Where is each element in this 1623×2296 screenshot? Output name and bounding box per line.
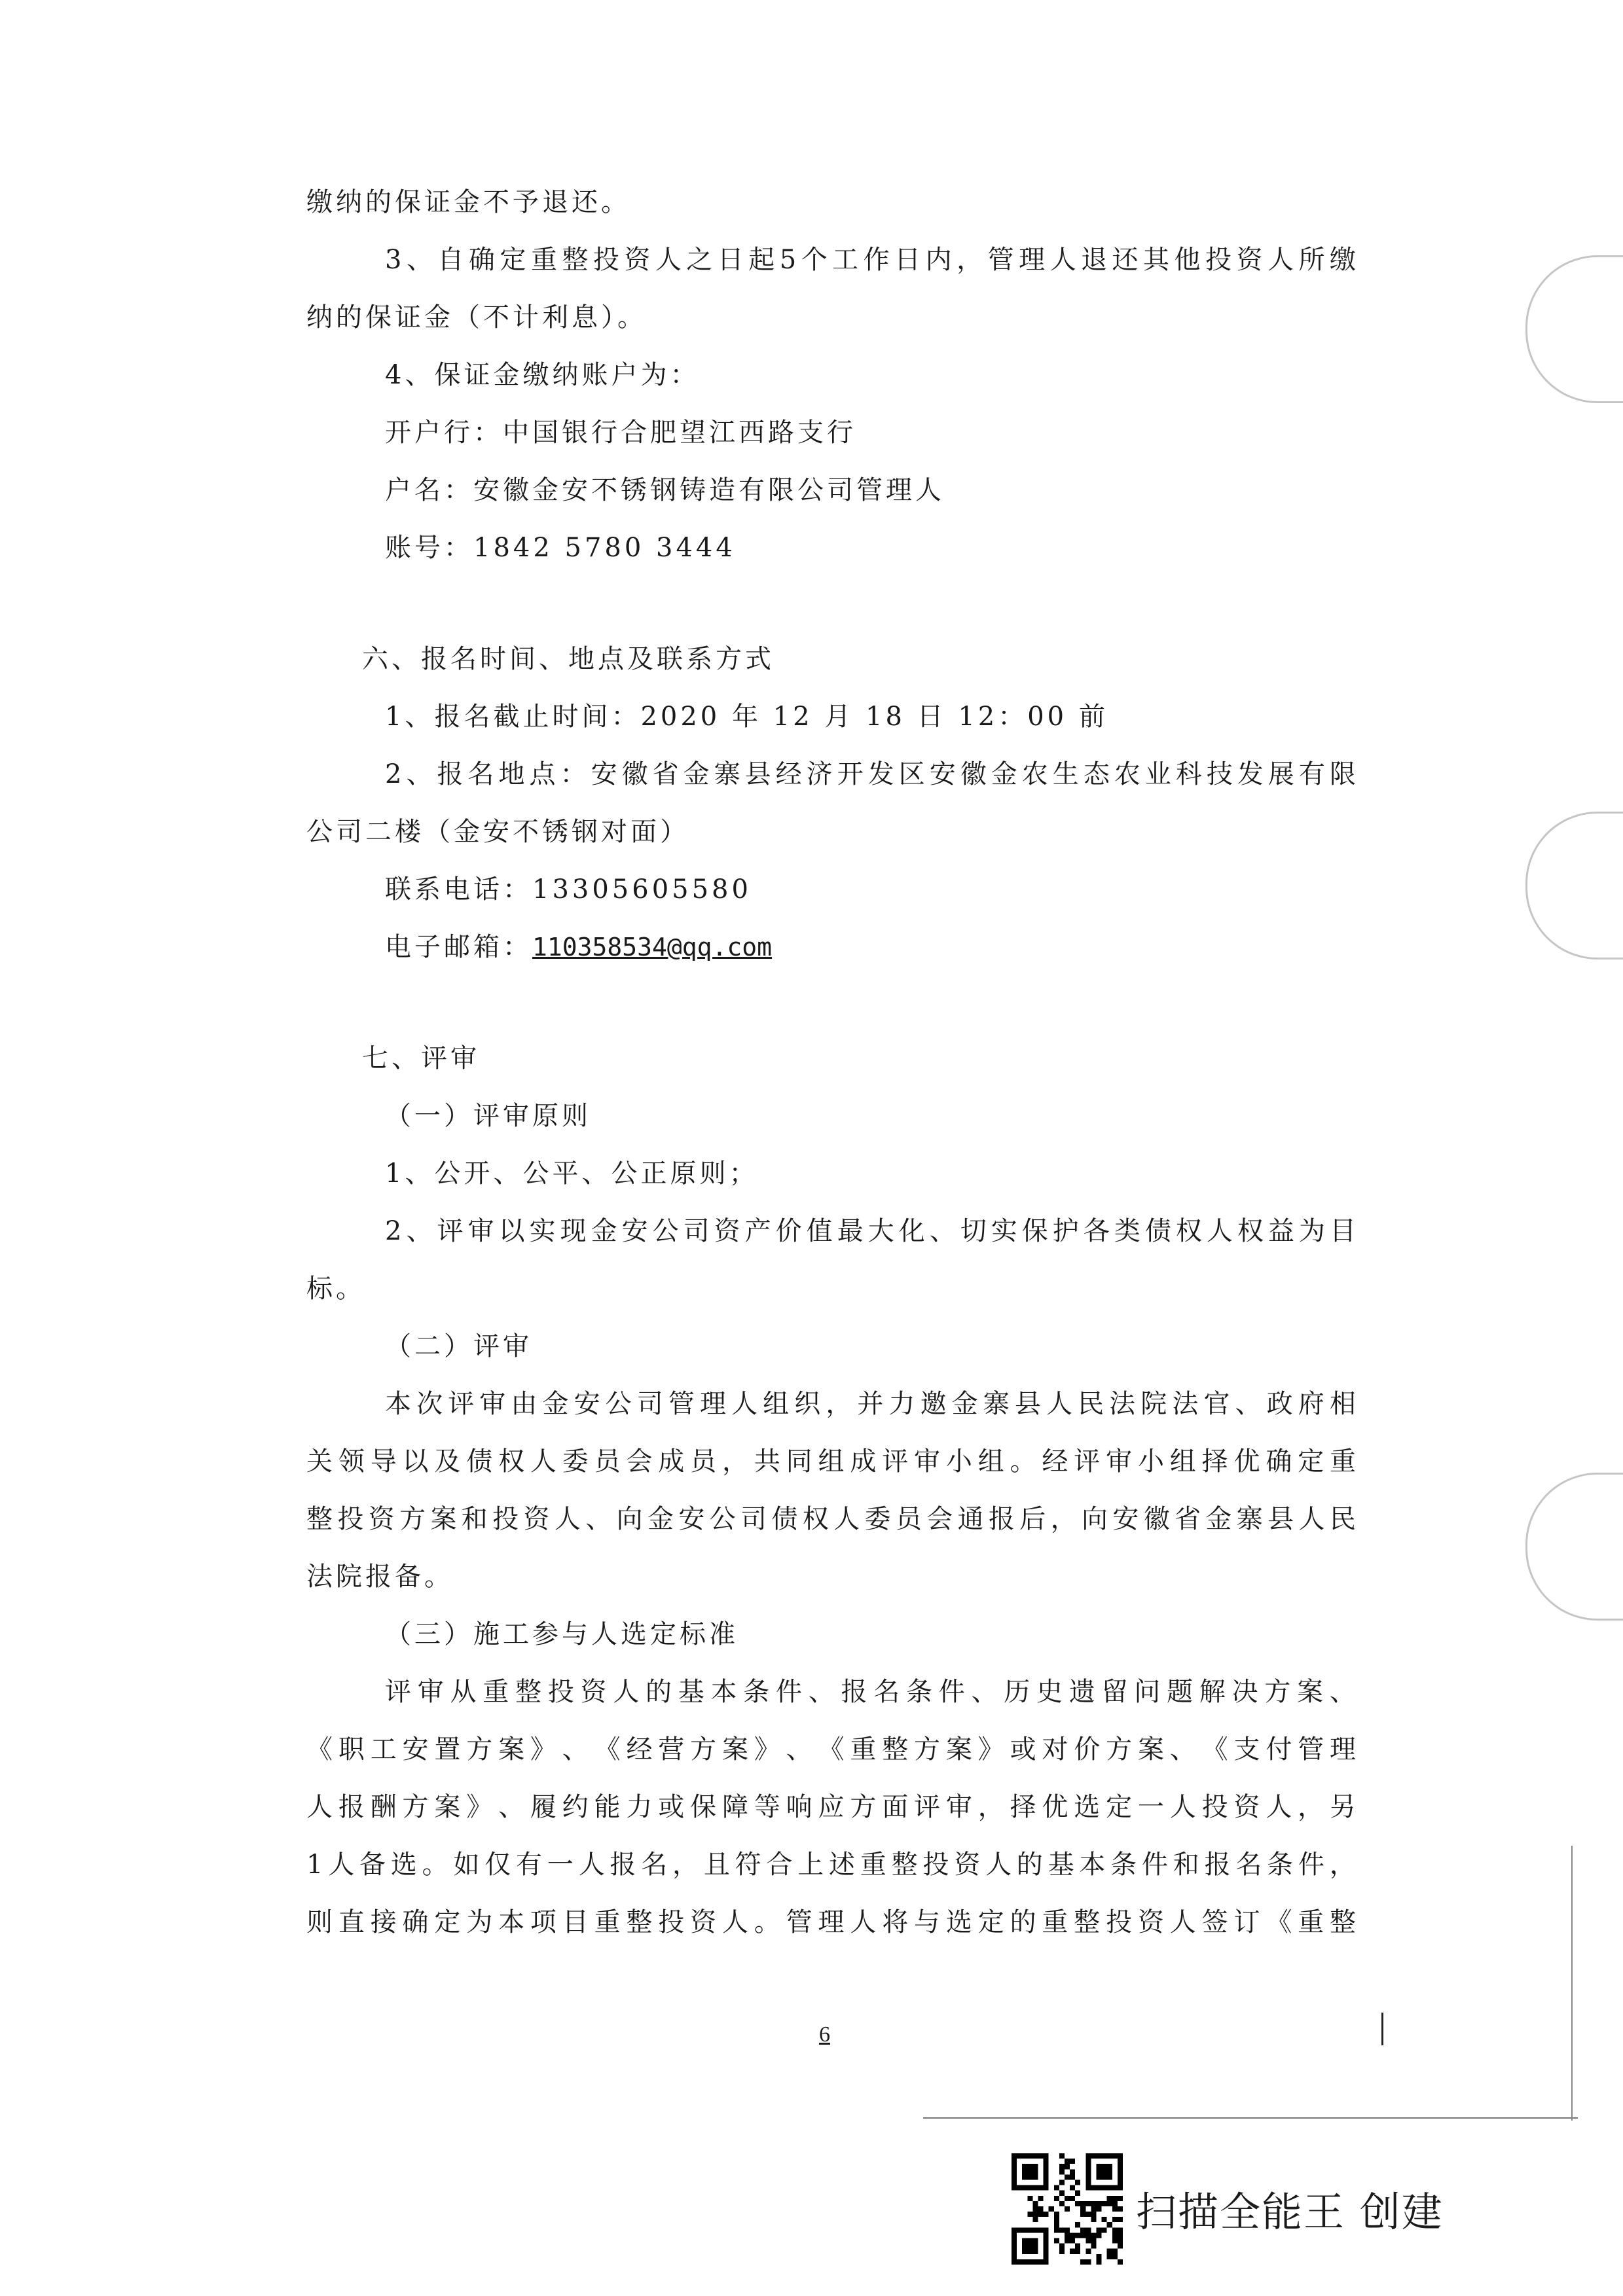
text-line: （一）评审原则 xyxy=(385,1101,591,1131)
email-link[interactable]: 110358534@qq.com xyxy=(532,933,773,961)
margin-mark xyxy=(1381,2013,1383,2045)
text-line: （三）施工参与人选定标准 xyxy=(385,1619,739,1649)
text-line: 标。 xyxy=(306,1274,365,1304)
text-line: 法院报备。 xyxy=(306,1562,454,1592)
text-line: 1、公开、公平、公正原则； xyxy=(385,1158,759,1189)
bottom-edge-line xyxy=(923,2117,1578,2119)
seal-fragment-top xyxy=(1525,255,1623,403)
text-line: 本 次 评 审 由 金 安 公 司 管 理 人 组 织 ， 并 力 邀 金 寨 县 人 民 法 院 法 官 、 政 府 相 xyxy=(385,1389,1356,1419)
text-line: 账号：1842 5780 3444 xyxy=(385,533,736,563)
text-line: 公司二楼（金安不锈钢对面） xyxy=(306,817,689,847)
text-line: 1、报名截止时间：2020 年 12 月 18 日 12：00 前 xyxy=(385,702,1108,732)
seal-fragment-middle xyxy=(1525,812,1623,960)
text-line: 评 审 从 重 整 投 资 人 的 基 本 条 件 、 报 名 条 件 、 历 史 遗 留 问 题 解 决 方 案 、 xyxy=(385,1677,1356,1707)
text-line: 人 报 酬 方 案 》 、 履 约 能 力 或 保 障 等 响 应 方 面 评 审 ， 择 优 选 定 一 人 投 资 人 ， 另 xyxy=(306,1792,1356,1822)
text-line: 七、评审 xyxy=(362,1043,480,1073)
text-line: 户名：安徽金安不锈钢铸造有限公司管理人 xyxy=(385,475,945,505)
text-line: （二）评审 xyxy=(385,1331,532,1361)
text-line: 《 职 工 安 置 方 案 》 、 《 经 营 方 案 》 、 《 重 整 方 案 》 或 对 价 方 案 、 《 支 付 管 理 xyxy=(306,1734,1356,1765)
text-line: 纳的保证金（不计利息）。 xyxy=(306,302,647,332)
text-line: 2 、 报 名 地 点 ： 安 徽 省 金 寨 县 经 济 开 发 区 安 徽 金 农 生 态 农 业 科 技 发 展 有 限 xyxy=(385,759,1356,789)
text-line: 整 投 资 方 案 和 投 资 人 、 向 金 安 公 司 债 权 人 委 员 会 通 报 后 ， 向 安 徽 省 金 寨 县 人 民 xyxy=(306,1504,1356,1534)
email-line xyxy=(385,931,772,963)
right-edge-line xyxy=(1571,1846,1573,2121)
text-line: 2 、 评 审 以 实 现 金 安 公 司 资 产 价 值 最 大 化 、 切 实 保 护 各 类 债 权 人 权 益 为 目 xyxy=(385,1216,1356,1246)
qr-code-icon xyxy=(1012,2153,1123,2265)
seal-fragment-bottom xyxy=(1525,1473,1623,1621)
text-line: 开户行：中国银行合肥望江西路支行 xyxy=(385,418,856,448)
text-line: 关 领 导 以 及 债 权 人 委 员 会 成 员 ， 共 同 组 成 评 审 小 组 。 经 评 审 小 组 择 优 确 定 重 xyxy=(306,1446,1356,1477)
text-line: 缴纳的保证金不予退还。 xyxy=(306,187,630,217)
page-number: 6 xyxy=(819,2022,830,2047)
email-label: 电子邮箱： xyxy=(385,932,532,962)
text-line: 六、报名时间、地点及联系方式 xyxy=(362,644,775,674)
text-line: 4、保证金缴纳账户为： xyxy=(385,360,700,390)
text-line: 1 人 备 选 。 如 仅 有 一 人 报 名 ， 且 符 合 上 述 重 整 投 资 人 的 基 本 条 件 和 报 名 条 件 ， xyxy=(306,1850,1356,1880)
text-line: 则 直 接 确 定 为 本 项 目 重 整 投 资 人 。 管 理 人 将 与 选 定 的 重 整 投 资 人 签 订 《 重 整 xyxy=(306,1907,1356,1937)
text-line: 3 、 自 确 定 重 整 投 资 人 之 日 起 5 个 工 作 日 内 ， 管 理 人 退 还 其 他 投 资 人 所 缴 xyxy=(385,245,1356,275)
text-line: 联系电话：13305605580 xyxy=(385,874,752,905)
scanner-watermark: 扫描全能王 创建 xyxy=(1136,2188,1444,2236)
